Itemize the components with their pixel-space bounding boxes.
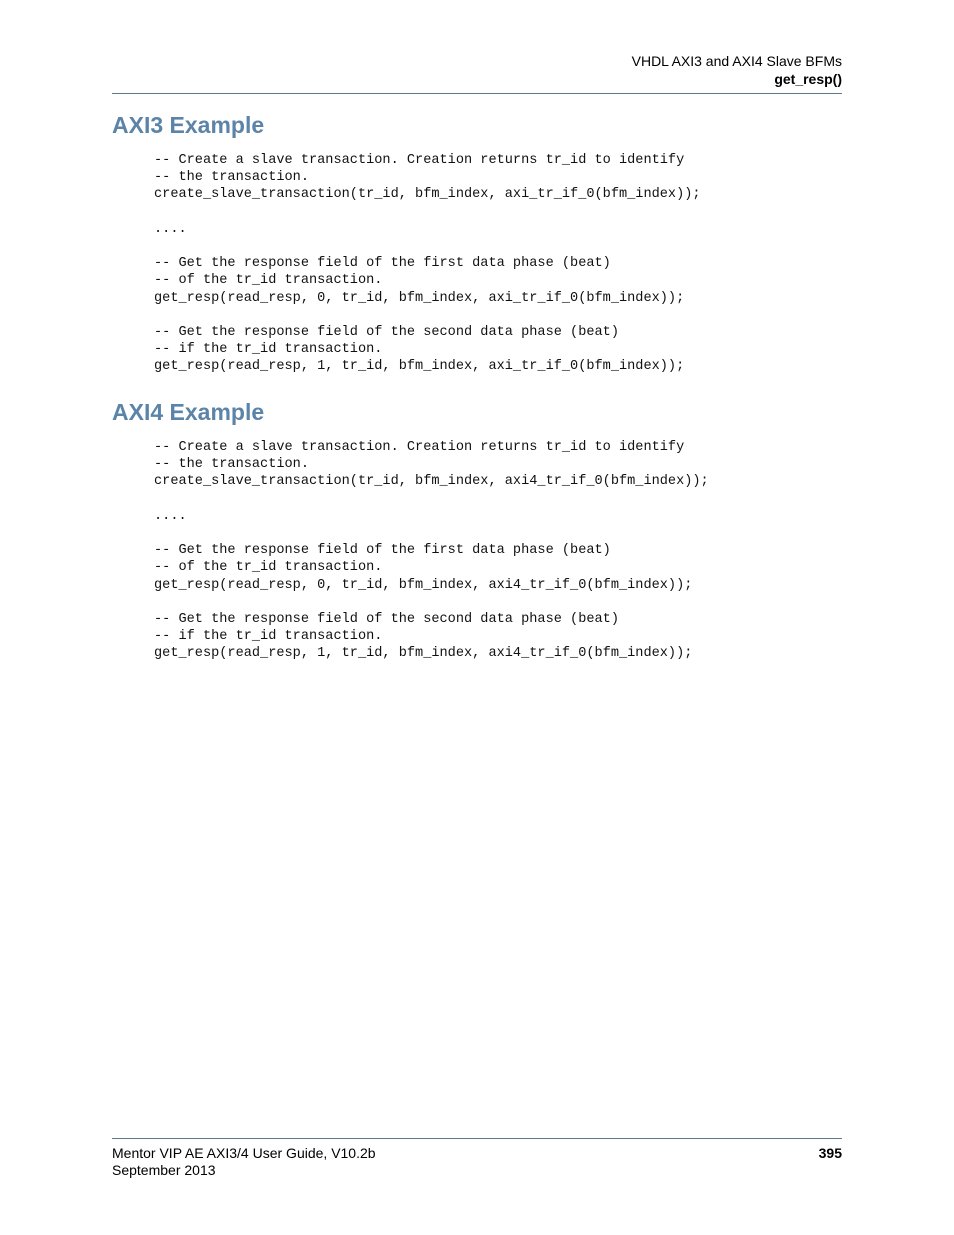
header-section-title: VHDL AXI3 and AXI4 Slave BFMs bbox=[631, 53, 842, 69]
footer-divider bbox=[112, 1138, 842, 1139]
axi3-example-heading: AXI3 Example bbox=[112, 112, 265, 138]
page-number: 395 bbox=[818, 1145, 842, 1161]
axi4-example-code: -- Create a slave transaction. Creation returns tr_id to identify -- the transaction. create_slave_transaction(tr_id, bfm_index, axi4_tr_if_0(bfm_index)); .... -- Get the response field of the first data phase (beat) -- of the tr_id transaction. get_resp(read_resp, 0, tr_id, bfm_index, axi4_tr_if_0(bfm_index)); -- Get the response field of the second data phase (beat) -- if the tr_id transaction. get_resp(read_resp, 1, tr_id, bfm_index, axi4_tr_if_0(bfm_index)); bbox=[154, 440, 709, 662]
page-header bbox=[632, 52, 842, 88]
header-subsection-title: get_resp() bbox=[774, 71, 842, 87]
footer-guide-title: Mentor VIP AE AXI3/4 User Guide, V10.2b bbox=[112, 1145, 376, 1161]
footer-date: September 2013 bbox=[112, 1162, 216, 1178]
header-divider bbox=[112, 93, 842, 94]
axi4-example-heading: AXI4 Example bbox=[112, 399, 265, 425]
page-footer bbox=[112, 1145, 376, 1179]
axi3-example-code: -- Create a slave transaction. Creation returns tr_id to identify -- the transaction. create_slave_transaction(tr_id, bfm_index, axi_tr_if_0(bfm_index)); .... -- Get the response field of the first data phase (beat) -- of the tr_id transaction. get_resp(read_resp, 0, tr_id, bfm_index, axi_tr_if_0(bfm_index)); -- Get the response field of the second data phase (beat) -- if the tr_id transaction. get_resp(read_resp, 1, tr_id, bfm_index, axi_tr_if_0(bfm_index)); bbox=[154, 153, 701, 375]
